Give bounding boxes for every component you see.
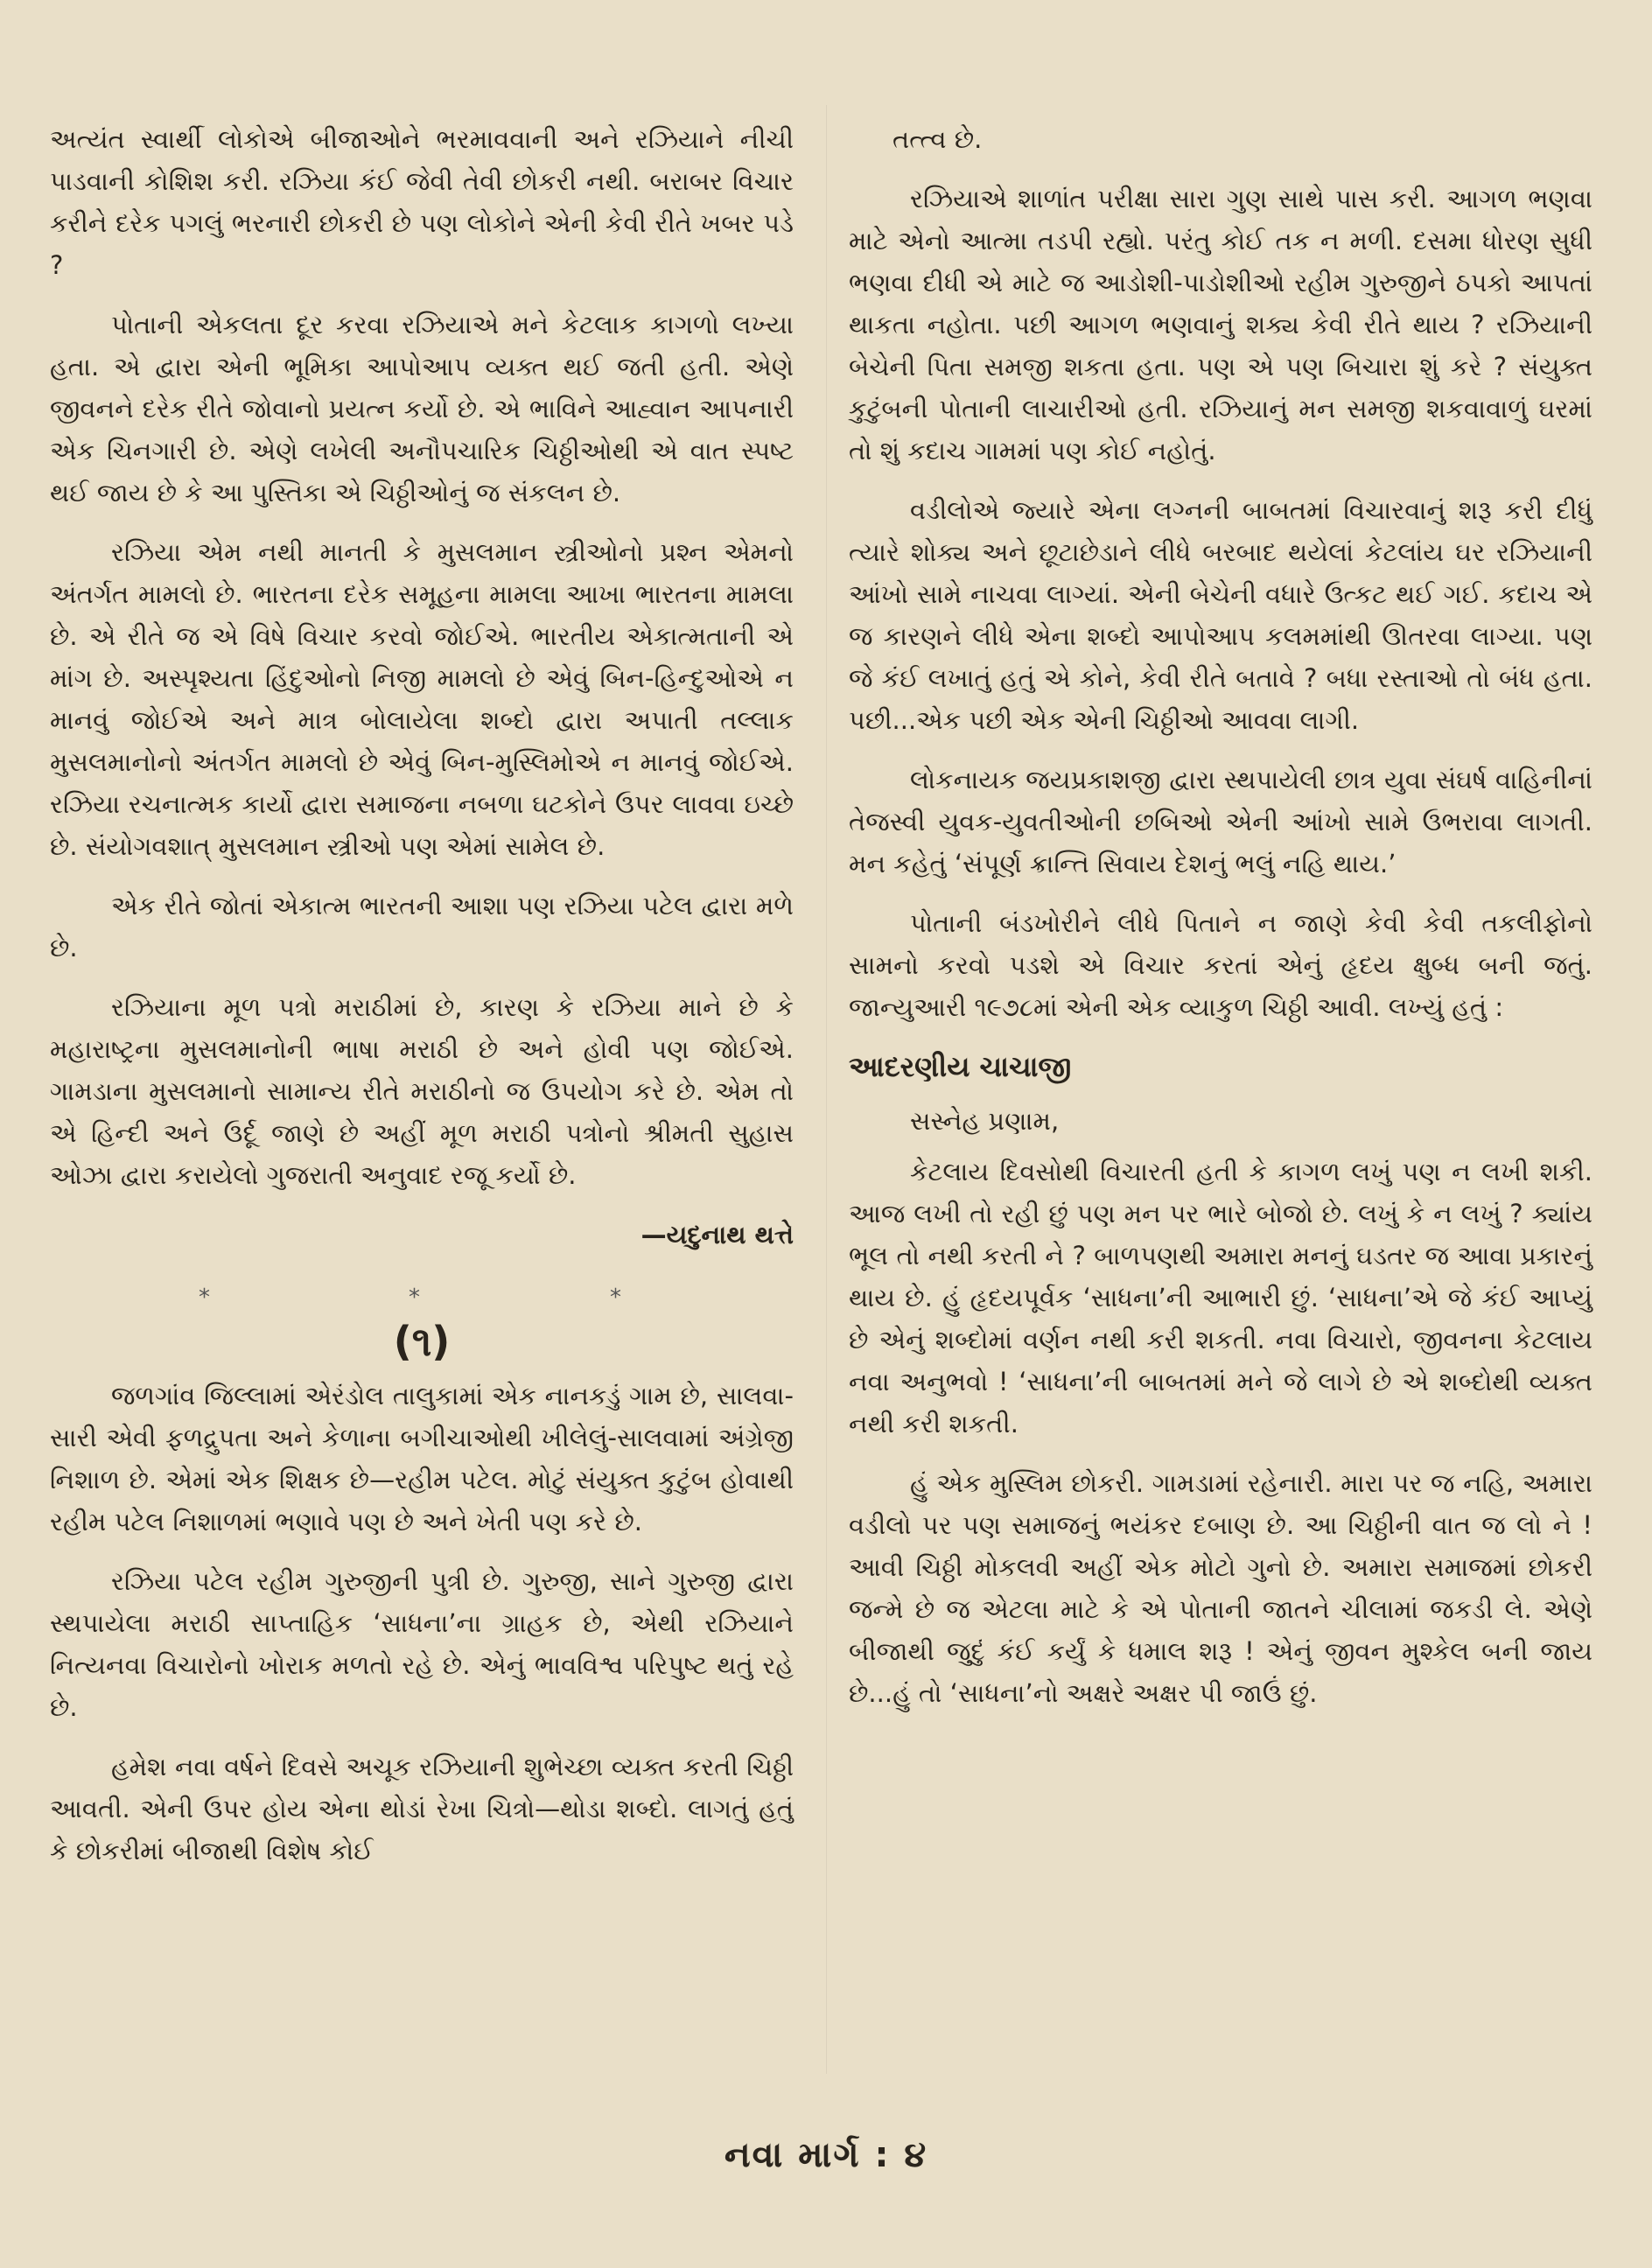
section-number: (૧) — [393, 1318, 451, 1365]
paragraph: વડીલોએ જ્યારે એના લગ્નની બાબતમાં વિચારવાનું શરૂ કરી દીધું ત્યારે શોક્ય અને છૂટાછેડાને લીધે બરબાદ થયેલાં કેટલાંય ઘર રઝિયાની આંખો સામે નાચવા લાગ્યાં. એની બેચેની વધારે ઉત્કટ થઈ ગઈ. કદાચ એ જ કારણને લીધે એના શબ્દો આપોઆપ કલમમાંથી ઊતરવા લાગ્યા. પણ જે કંઈ લખાતું હતું એ કોને, કેવી રીતે બતાવે ? બધા રસ્તાઓ તો બંધ હતા. પછી...એક પછી એક એની ચિઠ્ઠીઓ આવવા લાગી. — [849, 495, 1592, 735]
author-signature: —યદુનાથ થત્તે — [640, 1220, 794, 1250]
letter-paragraph: હું એક મુસ્લિમ છોકરી. ગામડામાં રહેનારી. મારા પર જ નહિ, અમારા વડીલો પર પણ સમાજનું ભયંકર દબાણ છે. આ ચિઠ્ઠીની વાત જ લો ને ! આવી ચિઠ્ઠી મોકલવી અહીં એક મોટો ગુનો છે. અમારા સમાજમાં છોકરી જન્મે છે જ એટલા માટે કે એ પોતાની જાતને ચીલામાં જકડી લે. એણે બીજાથી જુદું કંઈ કર્યું કે ધમાલ શરૂ ! એનું જીવન મુશ્કેલ બની જાય છે...હું તો ‘સાધના’નો અક્ષરે અક્ષર પી જાઉં છું. — [849, 1468, 1592, 1708]
column-divider — [826, 105, 827, 2074]
letter-salutation: આદરણીય ચાચાજી — [849, 1050, 1072, 1083]
paragraph: રઝિયા પટેલ રહીમ ગુરુજીની પુત્રી છે. ગુરુજી, સાને ગુરુજી દ્વારા સ્થપાયેલા મરાઠી સાપ્તાહિક ‘સાધના’ના ગ્રાહક છે, એથી રઝિયાને નિત્યનવા વિચારોનો ખોરાક મળતો રહે છે. એનું ભાવવિશ્વ પરિપુષ્ટ થતું રહે છે. — [50, 1566, 794, 1722]
star-separator-icon: * — [610, 1284, 621, 1311]
paragraph: પોતાની એકલતા દૂર કરવા રઝિયાએ મને કેટલાક કાગળો લખ્યા હતા. એ દ્વારા એની ભૂમિકા આપોઆપ વ્યક્ત થઈ જતી હતી. એણે જીવનને દરેક રીતે જોવાનો પ્રયત્ન કર્યો છે. એ ભાવિને આહ્વાન આપનારી એક ચિનગારી છે. એણે લખેલી અનૌપચારિક ચિઠ્ઠીઓથી એ વાત સ્પષ્ટ થઈ જાય છે કે આ પુસ્તિકા એ ચિઠ્ઠીઓનું જ સંકલન છે. — [50, 310, 794, 508]
paragraph: રઝિયાએ શાળાંત પરીક્ષા સારા ગુણ સાથે પાસ કરી. આગળ ભણવા માટે એનો આત્મા તડપી રહ્યો. પરંતુ કોઈ તક ન મળી. દસમા ધોરણ સુધી ભણવા દીધી એ માટે જ આડોશી-પાડોશીઓ રહીમ ગુરુજીને ઠપકો આપતાં થાકતા નહોતા. પછી આગળ ભણવાનું શક્ય કેવી રીતે થાય ? રઝિયાની બેચેની પિતા સમજી શકતા હતા. પણ એ પણ બિચારા શું કરે ? સંયુક્ત કુટુંબની પોતાની લાચારીઓ હતી. રઝિયાનું મન સમજી શકવાવાળું ઘરમાં તો શું કદાચ ગામમાં પણ કોઈ નહોતું. — [849, 184, 1592, 466]
left-column — [50, 118, 794, 1889]
paragraph: જળગાંવ જિલ્લામાં એરંડોલ તાલુકામાં એક નાનકડું ગામ છે, સાલવા-સારી એવી ફળદ્રુપતા અને કેળાના બગીચાઓથી ખીલેલું-સાલવામાં અંગ્રેજી નિશાળ છે. એમાં એક શિક્ષક છે—રહીમ પટેલ. મોટું સંયુક્ત કુટુંબ હોવાથી રહીમ પટેલ નિશાળમાં ભણાવે પણ છે અને ખેતી પણ કરે છે. — [50, 1381, 794, 1536]
paragraph: પોતાની બંડખોરીને લીધે પિતાને ન જાણે કેવી કેવી તકલીફોનો સામનો કરવો પડશે એ વિચાર કરતાં એનું હૃદય ક્ષુબ્ધ બની જતું. જાન્યુઆરી ૧૯૭૮માં એની એક વ્યાકુળ ચિઠ્ઠી આવી. લખ્યું હતું : — [849, 908, 1592, 1022]
paragraph: રઝિયાના મૂળ પત્રો મરાઠીમાં છે, કારણ કે રઝિયા માને છે કે મહારાષ્ટ્રના મુસલમાનોની ભાષા મરાઠી છે અને હોવી પણ જોઈએ. ગામડાના મુસલમાનો સામાન્ય રીતે મરાઠીનો જ ઉપયોગ કરે છે. એમ તો એ હિન્દી અને ઉર્દૂ જાણે છે અહીં મૂળ મરાઠી પત્રોનો શ્રીમતી સુહાસ ઓઝા દ્વારા કરાયેલો ગુજરાતી અનુવાદ રજૂ કર્યો છે. — [50, 992, 794, 1190]
paragraph: અત્યંત સ્વાર્થી લોકોએ બીજાઓને ભરમાવવાની અને રઝિયાને નીચી પાડવાની કોશિશ કરી. રઝિયા કંઈ જેવી તેવી છોકરી નથી. બરાબર વિચાર કરીને દરેક પગલું ભરનારી છોકરી છે પણ લોકોને એની કેવી રીતે ખબર પડે ? — [50, 124, 794, 280]
right-column — [849, 118, 1592, 1732]
paragraph: લોકનાયક જયપ્રકાશજી દ્વારા સ્થપાયેલી છાત્ર યુવા સંઘર્ષ વાહિનીનાં તેજસ્વી યુવક-યુવતીઓની છબિઓ એની આંખો સામે ઉભરાવા લાગતી. મન કહેતું ‘સંપૂર્ણ ક્રાન્તિ સિવાય દેશનું ભલું નહિ થાય.’ — [849, 765, 1592, 878]
paragraph: રઝિયા એમ નથી માનતી કે મુસલમાન સ્ત્રીઓનો પ્રશ્ન એમનો અંતર્ગત મામલો છે. ભારતના દરેક સમૂહના મામલા આખા ભારતના મામલા છે. એ રીતે જ એ વિષે વિચાર કરવો જોઈએ. ભારતીય એકાત્મતાની એ માંગ છે. અસ્પૃશ્યતા હિંદુઓનો નિજી મામલો છે એવું બિન-હિન્દુઓએ ન માનવું જોઈએ અને માત્ર બોલાયેલા શબ્દો દ્વારા અપાતી તલ્લાક મુસલમાનોનો અંતર્ગત મામલો છે એવું બિન-મુસ્લિમોએ ન માનવું જોઈએ. રઝિયા રચનાત્મક કાર્યો દ્વારા સમાજના નબળા ઘટકોને ઉપર લાવવા ઇચ્છે છે. સંયોગવશાત્ મુસલમાન સ્ત્રીઓ પણ એમાં સામેલ છે. — [50, 537, 794, 861]
paragraph-continuation: તત્ત્વ છે. — [892, 124, 983, 154]
page-footer: નવા માર્ગ : ૪ — [724, 2135, 928, 2175]
star-separator-icon: * — [199, 1284, 210, 1311]
letter-greeting: સસ્નેહ પ્રણામ, — [910, 1106, 1060, 1136]
star-separator-icon: * — [409, 1284, 420, 1311]
paragraph: એક રીતે જોતાં એકાત્મ ભારતની આશા પણ રઝિયા પટેલ દ્વારા મળે છે. — [50, 891, 794, 962]
letter-paragraph: કેટલાય દિવસોથી વિચારતી હતી કે કાગળ લખું પણ ન લખી શકી. આજ લખી તો રહી છું પણ મન પર ભારે બોજો છે. લખું કે ન લખું ? ક્યાંય ભૂલ તો નથી કરતી ને ? બાળપણથી અમારા મનનું ઘડતર જ આવા પ્રકારનું થાય છે. હું હૃદયપૂર્વક ‘સાધના’ની આભારી છું. ‘સાધના’એ જે કંઈ આપ્યું છે એનું શબ્દોમાં વર્ણન નથી કરી શકતી. નવા વિચારો, જીવનના કેટલાય નવા અનુભવો ! ‘સાધના’ની બાબતમાં મને જે લાગે છે એ શબ્દોથી વ્યક્ત નથી કરી શકતી. — [849, 1157, 1592, 1438]
section-separator — [50, 1277, 794, 1312]
paragraph: હમેશ નવા વર્ષને દિવસે અચૂક રઝિયાની શુભેચ્છા વ્યક્ત કરતી ચિઠ્ઠી આવતી. એની ઉપર હોય એના થોડાં રેખા ચિત્રો—થોડા શબ્દો. લાગતું હતું કે છોકરીમાં બીજાથી વિશેષ કોઈ — [50, 1752, 794, 1866]
